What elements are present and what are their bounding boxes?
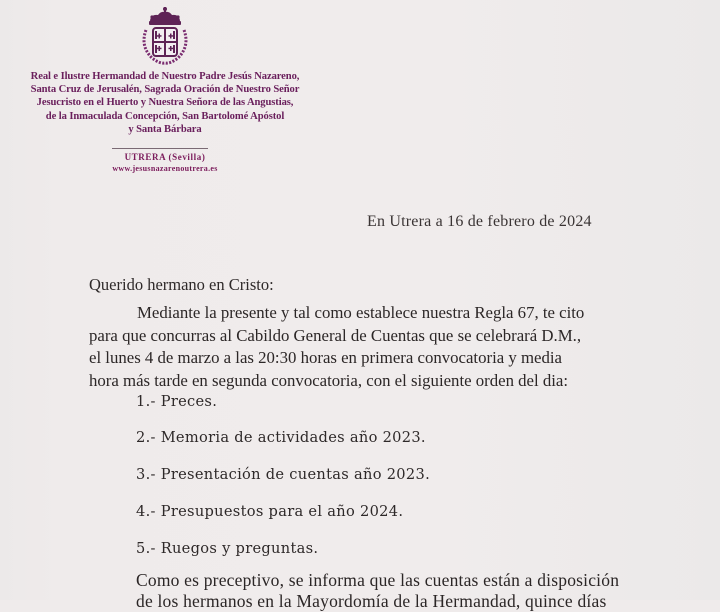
date-line: En Utrera a 16 de febrero de 2024	[367, 213, 592, 230]
org-name-line: de la Inmaculada Concepción, San Bartolomé Apóstol	[45, 110, 285, 122]
paragraph-line: Mediante la presente y tal como establece nuestra Regla 67, te cito	[137, 303, 585, 322]
org-name-line: Real e Ilustre Hermandad de Nuestro Padre Jesús Nazareno,	[30, 71, 300, 82]
org-name-line: y Santa Bárbara	[128, 123, 202, 135]
letterhead-city: UTRERA (Sevilla)	[124, 152, 206, 162]
convocation-paragraph	[89, 302, 649, 392]
agenda-item: 5.- Ruegos y preguntas.	[136, 540, 319, 557]
paragraph-line: para que concurras al Cabildo General de Cuentas que se celebrará D.M.,	[89, 325, 582, 345]
paragraph-line: hora más tarde en segunda convocatoria, con el siguiente orden del dia:	[89, 370, 569, 390]
letterhead-divider	[112, 148, 208, 149]
paragraph-line: el lunes 4 de marzo a las 20:30 horas en primera convocatoria y media	[89, 348, 562, 367]
agenda-item: 4.- Presupuestos para el año 2024.	[136, 503, 404, 520]
agenda-item: 3.- Presentación de cuentas año 2023.	[136, 466, 431, 483]
org-name-line: Santa Cruz de Jerusalén, Sagrada Oración de Nuestro Señor	[30, 84, 300, 96]
cutoff-line: de los hermanos en la Mayordomía de la Hermandad, quince días	[136, 591, 607, 611]
brotherhood-name	[20, 70, 310, 136]
brotherhood-crest-icon	[134, 6, 196, 66]
org-name-line: Jesucristo en el Huerto y Nuestra Señora de las Angustias,	[36, 97, 294, 109]
salutation: Querido hermano en Cristo:	[89, 275, 274, 294]
letterhead-website: www.jesusnazarenoutrera.es	[112, 164, 218, 173]
agenda-item: 1.- Preces.	[136, 393, 218, 410]
agenda-item: 2.- Memoria de actividades año 2023.	[136, 429, 426, 446]
closing-line: Como es preceptivo, se informa que las cuentas están a disposición	[136, 570, 620, 590]
